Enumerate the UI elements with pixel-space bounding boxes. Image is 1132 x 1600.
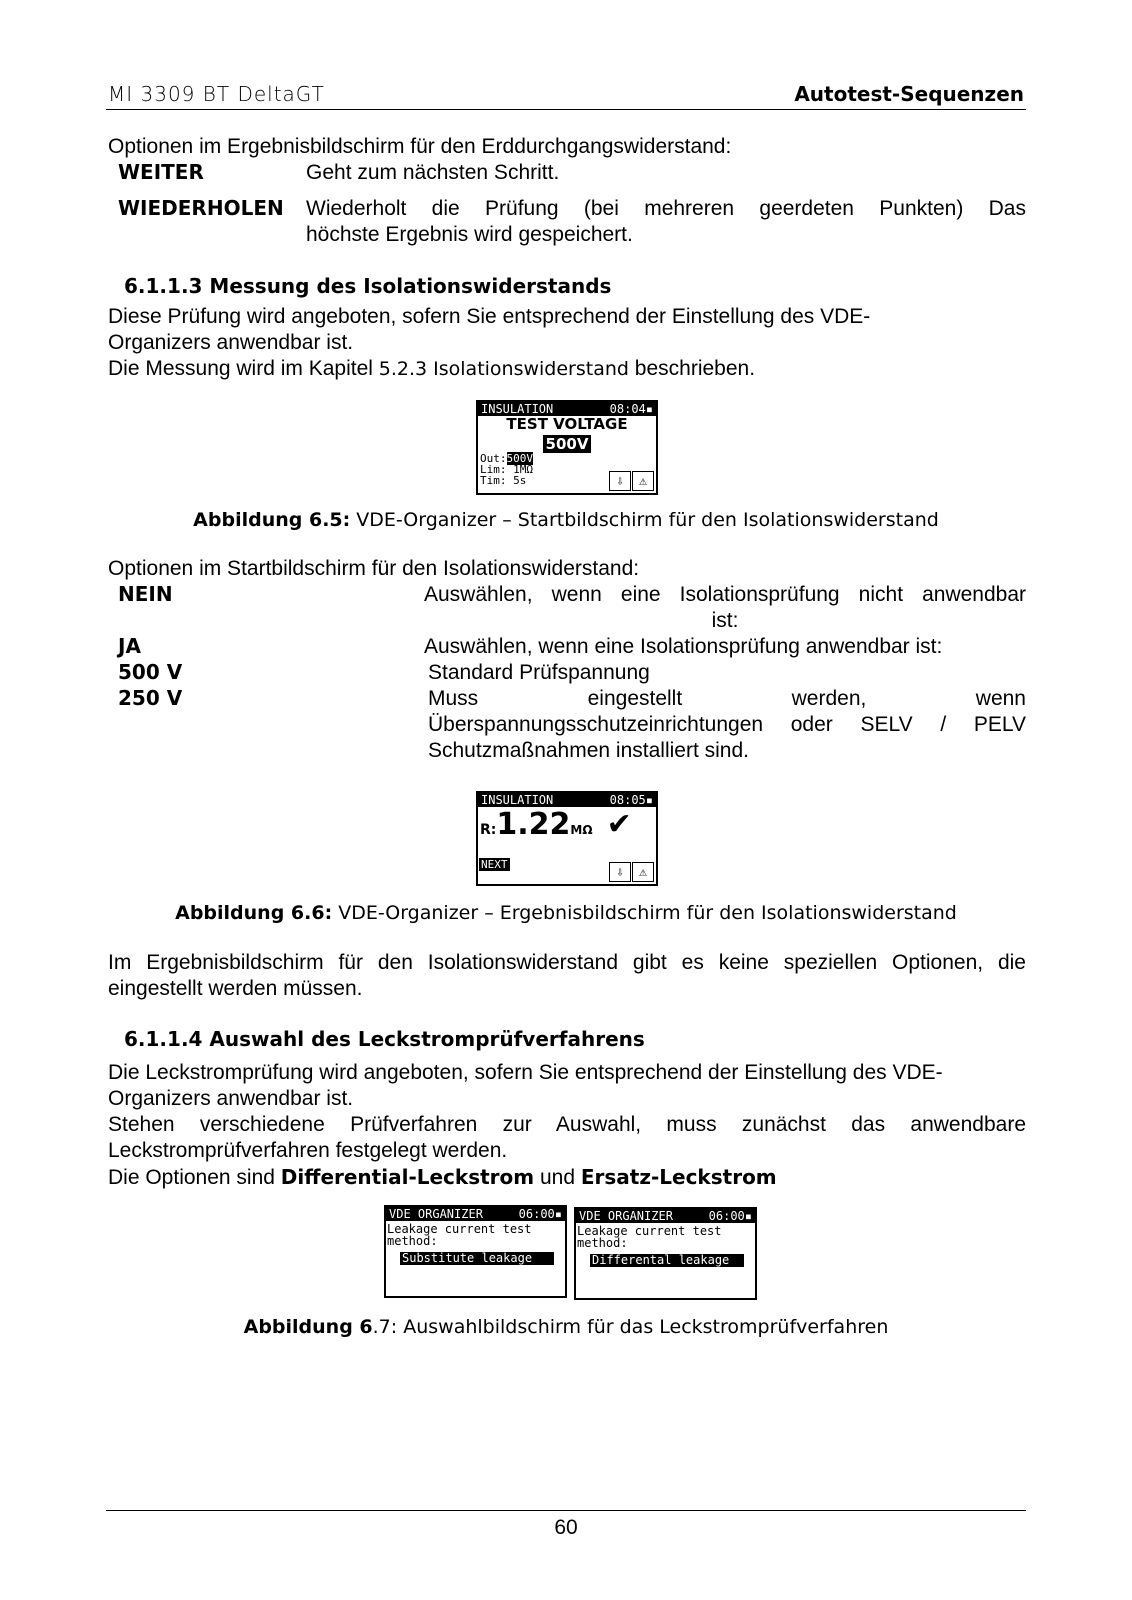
- para-6113-1a: Diese Prüfung wird angeboten, sofern Sie entsprechend der Einstellung des VDE-: [108, 305, 871, 328]
- option-desc-wiederholen-2: höchste Ergebnis wird gespeichert.: [306, 223, 633, 246]
- pass-check-icon: ✔: [606, 807, 632, 842]
- option-term-wiederholen: WIEDERHOLEN: [118, 196, 284, 220]
- para-6113-1b: Organizers anwendbar ist.: [108, 331, 354, 354]
- option-desc-weiter: Geht zum nächsten Schritt.: [306, 161, 560, 184]
- option-term-ja: JA: [118, 634, 141, 658]
- lcd-title-bar: VDE ORGANIZER 06:00▪: [386, 1207, 565, 1221]
- option-desc-250v-1: Muss eingestellt werden, wenn: [428, 687, 1026, 710]
- option-desc-500v: Standard Prüfspannung: [428, 661, 650, 684]
- header-doc-title: MI 3309 BT DeltaGT: [108, 82, 325, 106]
- para-6114-1b: Organizers anwendbar ist.: [108, 1087, 354, 1110]
- para-6114-2b: Leckstromprüfverfahren festgelegt werden.: [108, 1139, 508, 1162]
- lcd-title-bar: INSULATION 08:04▪: [478, 402, 656, 416]
- probe-icon: ⇩: [609, 471, 631, 491]
- option-term-250v: 250 V: [118, 686, 183, 710]
- para-no-options-1: Im Ergebnisbildschirm für den Isolationswiderstand gibt es keine speziellen Optionen, die: [108, 951, 1026, 974]
- lcd-leakage-substitute: VDE ORGANIZER 06:00▪ Leakage current test method: Substitute leakage: [384, 1205, 567, 1298]
- footer-rule: [106, 1510, 1026, 1511]
- caption-fig-6-6: Abbildung 6.6: VDE-Organizer – Ergebnisbildschirm für den Isolationswiderstand: [175, 902, 957, 924]
- option-desc-wiederholen-1: Wiederholt die Prüfung (bei mehreren geerdeten Punkten) Das: [306, 197, 1026, 220]
- intro-earth-results: Optionen im Ergebnisbildschirm für den Erddurchgangswiderstand:: [108, 135, 732, 158]
- option-term-500v: 500 V: [118, 660, 183, 684]
- lcd-test-voltage-label: TEST VOLTAGE: [506, 415, 628, 433]
- lcd-title-bar: INSULATION 08:05▪: [478, 793, 656, 807]
- header-section-title: Autotest-Sequenzen: [794, 82, 1024, 106]
- lcd-resistance-value: 1.22: [496, 807, 571, 842]
- lcd-selected-option: Differental leakage: [590, 1254, 744, 1267]
- option-desc-ja: Auswählen, wenn eine Isolationsprüfung anwendbar ist:: [424, 635, 943, 658]
- page-number: 60: [554, 1516, 578, 1539]
- warning-icon: ⚠: [632, 471, 654, 491]
- lcd-test-voltage-value: 500V: [543, 435, 592, 453]
- para-no-options-2: eingestellt werden müssen.: [108, 977, 363, 1000]
- option-desc-250v-3: Schutzmaßnahmen installiert sind.: [428, 739, 749, 762]
- caption-fig-6-5: Abbildung 6.5: VDE-Organizer – Startbildschirm für den Isolationswiderstand: [193, 509, 939, 531]
- caption-fig-6-7: Abbildung 6.7: Auswahlbildschirm für das Leckstromprüfverfahren: [243, 1316, 889, 1338]
- intro-insulation-start: Optionen im Startbildschirm für den Isolationswiderstand:: [108, 557, 640, 580]
- header-rule: [106, 109, 1026, 110]
- para-6113-2: Die Messung wird im Kapitel 5.2.3 Isolationswiderstand beschrieben.: [108, 357, 756, 380]
- lcd-title-bar: VDE ORGANIZER 06:00▪: [576, 1209, 755, 1223]
- option-desc-nein-1: Auswählen, wenn eine Isolationsprüfung nicht anwendbar: [424, 583, 1026, 606]
- option-term-nein: NEIN: [118, 582, 173, 606]
- warning-icon: ⚠: [632, 862, 654, 882]
- lcd-resistance-readout: R: 1.22 MΩ ✔: [480, 807, 632, 842]
- option-desc-250v-2: Überspannungsschutzeinrichtungen oder SELV / PELV: [428, 713, 1026, 736]
- chapter-reference: 5.2.3 Isolationswiderstand: [378, 358, 629, 380]
- lcd-selected-option: Substitute leakage: [400, 1252, 554, 1265]
- option-term-weiter: WEITER: [118, 160, 204, 184]
- para-6114-1a: Die Leckstromprüfung wird angeboten, sofern Sie entsprechend der Einstellung des VDE-: [108, 1061, 943, 1084]
- lcd-insulation-start: [476, 400, 658, 495]
- para-6114-2a: Stehen verschiedene Prüfverfahren zur Auswahl, muss zunächst das anwendbare: [108, 1113, 1026, 1136]
- option-desc-nein-2: ist:: [711, 609, 739, 632]
- probe-icon: ⇩: [609, 862, 631, 882]
- para-6114-3: Die Optionen sind Differential-Leckstrom und Ersatz-Leckstrom: [108, 1165, 777, 1189]
- heading-6113: 6.1.1.3 Messung des Isolationswiderstands: [124, 274, 612, 298]
- lcd-params: Out:500V Lim: 1MΩ Tim: 5s: [480, 452, 533, 487]
- heading-6114: 6.1.1.4 Auswahl des Leckstromprüfverfahrens: [124, 1027, 645, 1051]
- lcd-leakage-differential: VDE ORGANIZER 06:00▪ Leakage current test method: Differental leakage: [574, 1207, 757, 1300]
- lcd-next-softkey: NEXT: [481, 858, 508, 871]
- lcd-insulation-result: [476, 791, 658, 886]
